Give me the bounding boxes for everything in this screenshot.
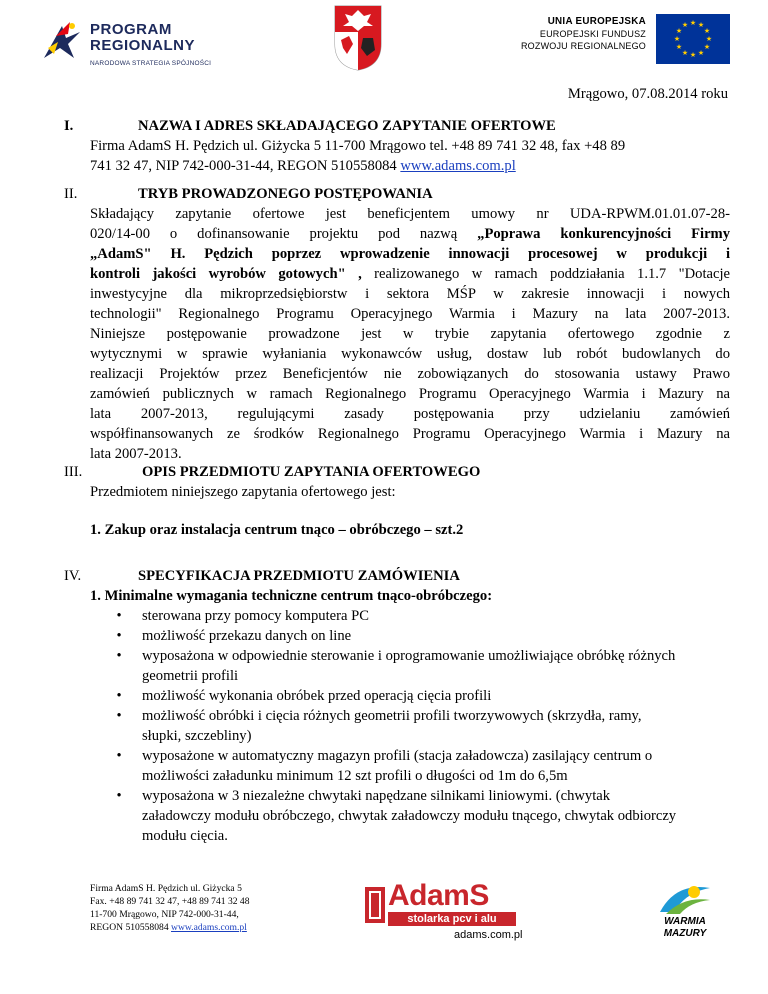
section-2-line: Składający zapytanie ofertowe jest beneficjentem umowy nr UDA-RPWM.01.01.07-28-: [90, 206, 730, 222]
adams-url: adams.com.pl: [454, 929, 523, 941]
section-2-line: [90, 264, 730, 284]
program-logo-line2: REGIONALNY: [90, 37, 196, 54]
section-1-line2: [90, 156, 730, 176]
mazury-text: MAZURY: [663, 928, 707, 939]
project-name-bold-1: „Poprawa konkurencyjności Firmy: [477, 226, 731, 242]
svg-text:★: ★: [689, 19, 697, 27]
requirement-item: [112, 606, 682, 626]
section-2-line: Niniejsze postępowanie prowadzone jest w trybie zapytania ofertowego zgodnie z: [90, 326, 730, 342]
section-2-line: realizacji Projektów przez Beneficjentów nie zobowiązanych do stosowania ustawy Prawo: [90, 366, 730, 382]
footer-line: Fax. +48 89 741 32 47, +48 89 741 32 48: [90, 896, 250, 907]
section-2-line: [90, 244, 730, 264]
requirement-item: [112, 626, 682, 646]
section-3-number: III.: [64, 464, 83, 480]
requirement-text: wyposażona w 3 niezależne chwytaki napędzane silnikami liniowymi. (chwytak załadowczy modułu obróbczego, chwytak załadowczy modułu tnącego, chwytak odbiorczy modułu cięcia.: [142, 788, 677, 844]
bullet-icon: •: [116, 788, 122, 804]
footer-company-info: [90, 882, 290, 934]
eu-logo-line3: ROZWOJU REGIONALNEGO: [520, 41, 646, 51]
eu-flag-icon: [656, 14, 730, 64]
section-4-number: IV.: [64, 568, 82, 584]
requirement-text: możliwość przekazu danych on line: [142, 628, 352, 644]
section-2-line: lata 2007-2013, regulującymi zasady postępowania przy udzielaniu zamówień: [90, 406, 730, 422]
footer-line: 11-700 Mrągowo, NIP 742-000-31-44,: [90, 909, 239, 920]
section-2-body: [90, 204, 730, 464]
requirement-item: [112, 786, 682, 846]
section-2-line: lata 2007-2013.: [90, 446, 182, 462]
adams-tagline: stolarka pcv i alu: [388, 912, 516, 926]
svg-text:★: ★: [681, 21, 689, 29]
warmia-mazury-sun-icon: [656, 878, 714, 918]
footer-regon: REGON 510558084: [90, 922, 172, 933]
eu-logo-text: [496, 16, 646, 52]
requirement-text: wyposażone w automatyczny magazyn profili (stacja załadowcza) zasilający centrum o możliwości załadunku minimum 12 szt profili o długości od 1m do 6,5m: [142, 748, 653, 784]
svg-text:★: ★: [697, 49, 705, 57]
section-4-subtitle: 1. Minimalne wymagania techniczne centrum tnąco-obróbczego:: [90, 588, 493, 604]
svg-text:★: ★: [697, 21, 705, 29]
section-2-line4-post: realizowanego w ramach poddziałania 1.1.7 "Dotacje: [361, 266, 730, 282]
requirement-item: [112, 646, 682, 686]
footer-line: Firma AdamS H. Pędzich ul. Giżycka 5: [90, 883, 242, 894]
project-name-bold-3: kontroli jakości wyrobów gotowych" ,: [90, 266, 362, 282]
adams-window-icon: [364, 886, 386, 924]
eu-logo-line1: UNIA EUROPEJSKA: [547, 16, 646, 27]
section-2-line: [90, 224, 730, 244]
svg-text:★: ★: [703, 27, 711, 35]
section-2-number: II.: [64, 186, 78, 202]
bullet-icon: •: [116, 648, 122, 664]
section-3-title: OPIS PRZEDMIOTU ZAPYTANIA OFERTOWEGO: [142, 464, 481, 480]
footer-website-link[interactable]: www.adams.com.pl: [171, 922, 247, 933]
svg-text:★: ★: [681, 49, 689, 57]
bullet-icon: •: [116, 628, 122, 644]
document-date: Mrągowo, 07.08.2014 roku: [567, 86, 728, 102]
program-logo-line3: NARODOWA STRATEGIA SPÓJNOŚCI: [90, 60, 212, 67]
section-2-line2-pre: 020/14-00 o dofinansowanie projektu pod nazwą: [90, 226, 478, 242]
bullet-icon: •: [116, 748, 122, 764]
requirement-text: wyposażona w odpowiednie sterowanie i oprogramowanie umożliwiające obróbkę różnych geometrii profili: [142, 648, 676, 684]
section-2-line: technologii" Regionalnego Programu Operacyjnego Warmia i Mazury na lata 2007-2013.: [90, 306, 730, 322]
program-logo-line1: PROGRAM: [90, 21, 172, 38]
svg-text:★: ★: [705, 35, 713, 43]
section-1-line2-text: 741 32 47, NIP 742-000-31-44, REGON 510558084: [90, 158, 401, 174]
requirements-list: [112, 606, 682, 846]
requirement-text: sterowana przy pomocy komputera PC: [142, 608, 369, 624]
section-3-intro: Przedmiotem niniejszego zapytania ofertowego jest:: [90, 484, 396, 500]
warmia-mazury-crest-icon: [331, 4, 385, 72]
project-name-bold-2: „AdamS" H. Pędzich poprzez wprowadzenie innowacji procesowej w produkcji i: [90, 246, 730, 262]
adams-logo: [364, 879, 523, 946]
section-1-number: I.: [64, 118, 74, 134]
requirement-text: możliwość wykonania obróbek przed operacją cięcia profili: [142, 688, 492, 704]
section-2-line: wytycznymi w sprawie wyłaniania wykonawców usług, dostaw lub robót budowlanych do: [90, 346, 730, 362]
section-1-title: NAZWA I ADRES SKŁADAJĄCEGO ZAPYTANIE OFERTOWE: [138, 118, 556, 134]
bullet-icon: •: [116, 708, 122, 724]
requirement-item: [112, 746, 682, 786]
svg-text:★: ★: [673, 35, 681, 43]
requirement-text: możliwość obróbki i cięcia różnych geometrii profili tworzywowych (skrzydła, ramy, słupki, szczebliny): [142, 708, 642, 744]
bullet-icon: •: [116, 688, 122, 704]
svg-text:★: ★: [689, 51, 697, 59]
warmia-mazury-logo: [648, 878, 722, 944]
program-regionalny-mark-icon: [40, 18, 84, 62]
footer-line: [90, 921, 290, 934]
section-2-title: TRYB PROWADZONEGO POSTĘPOWANIA: [138, 186, 433, 202]
section-2-line: inwestycyjne dla mikroprzedsiębiorstw i sektora MŚP w zakresie innowacji i nowych: [90, 286, 730, 302]
section-3-item: 1. Zakup oraz instalacja centrum tnąco – obróbczego – szt.2: [90, 522, 464, 538]
eu-logo-line2: EUROPEJSKI FUNDUSZ: [539, 29, 646, 39]
section-1-line1: Firma AdamS H. Pędzich ul. Giżycka 5 11-700 Mrągowo tel. +48 89 741 32 48, fax +48 89: [90, 138, 626, 154]
svg-text:★: ★: [675, 27, 683, 35]
company-website-link[interactable]: www.adams.com.pl: [400, 158, 516, 174]
section-4-title: SPECYFIKACJA PRZEDMIOTU ZAMÓWIENIA: [138, 568, 460, 584]
requirement-item: [112, 706, 682, 746]
bullet-icon: •: [116, 608, 122, 624]
requirement-item: [112, 686, 682, 706]
svg-text:★: ★: [703, 43, 711, 51]
warmia-text: WARMIA: [664, 916, 706, 927]
adams-brand: AdamS: [388, 879, 489, 912]
svg-text:★: ★: [675, 43, 683, 51]
section-2-line: zamówień publicznych w ramach Regionalnego Programu Operacyjnego Warmia i Mazury na: [90, 386, 730, 402]
section-1-body: [90, 136, 730, 176]
section-2-line: współfinansowanych ze środków Regionalnego Programu Operacyjnego Warmia i Mazury na: [90, 426, 730, 442]
program-regionalny-logo: [40, 14, 230, 66]
